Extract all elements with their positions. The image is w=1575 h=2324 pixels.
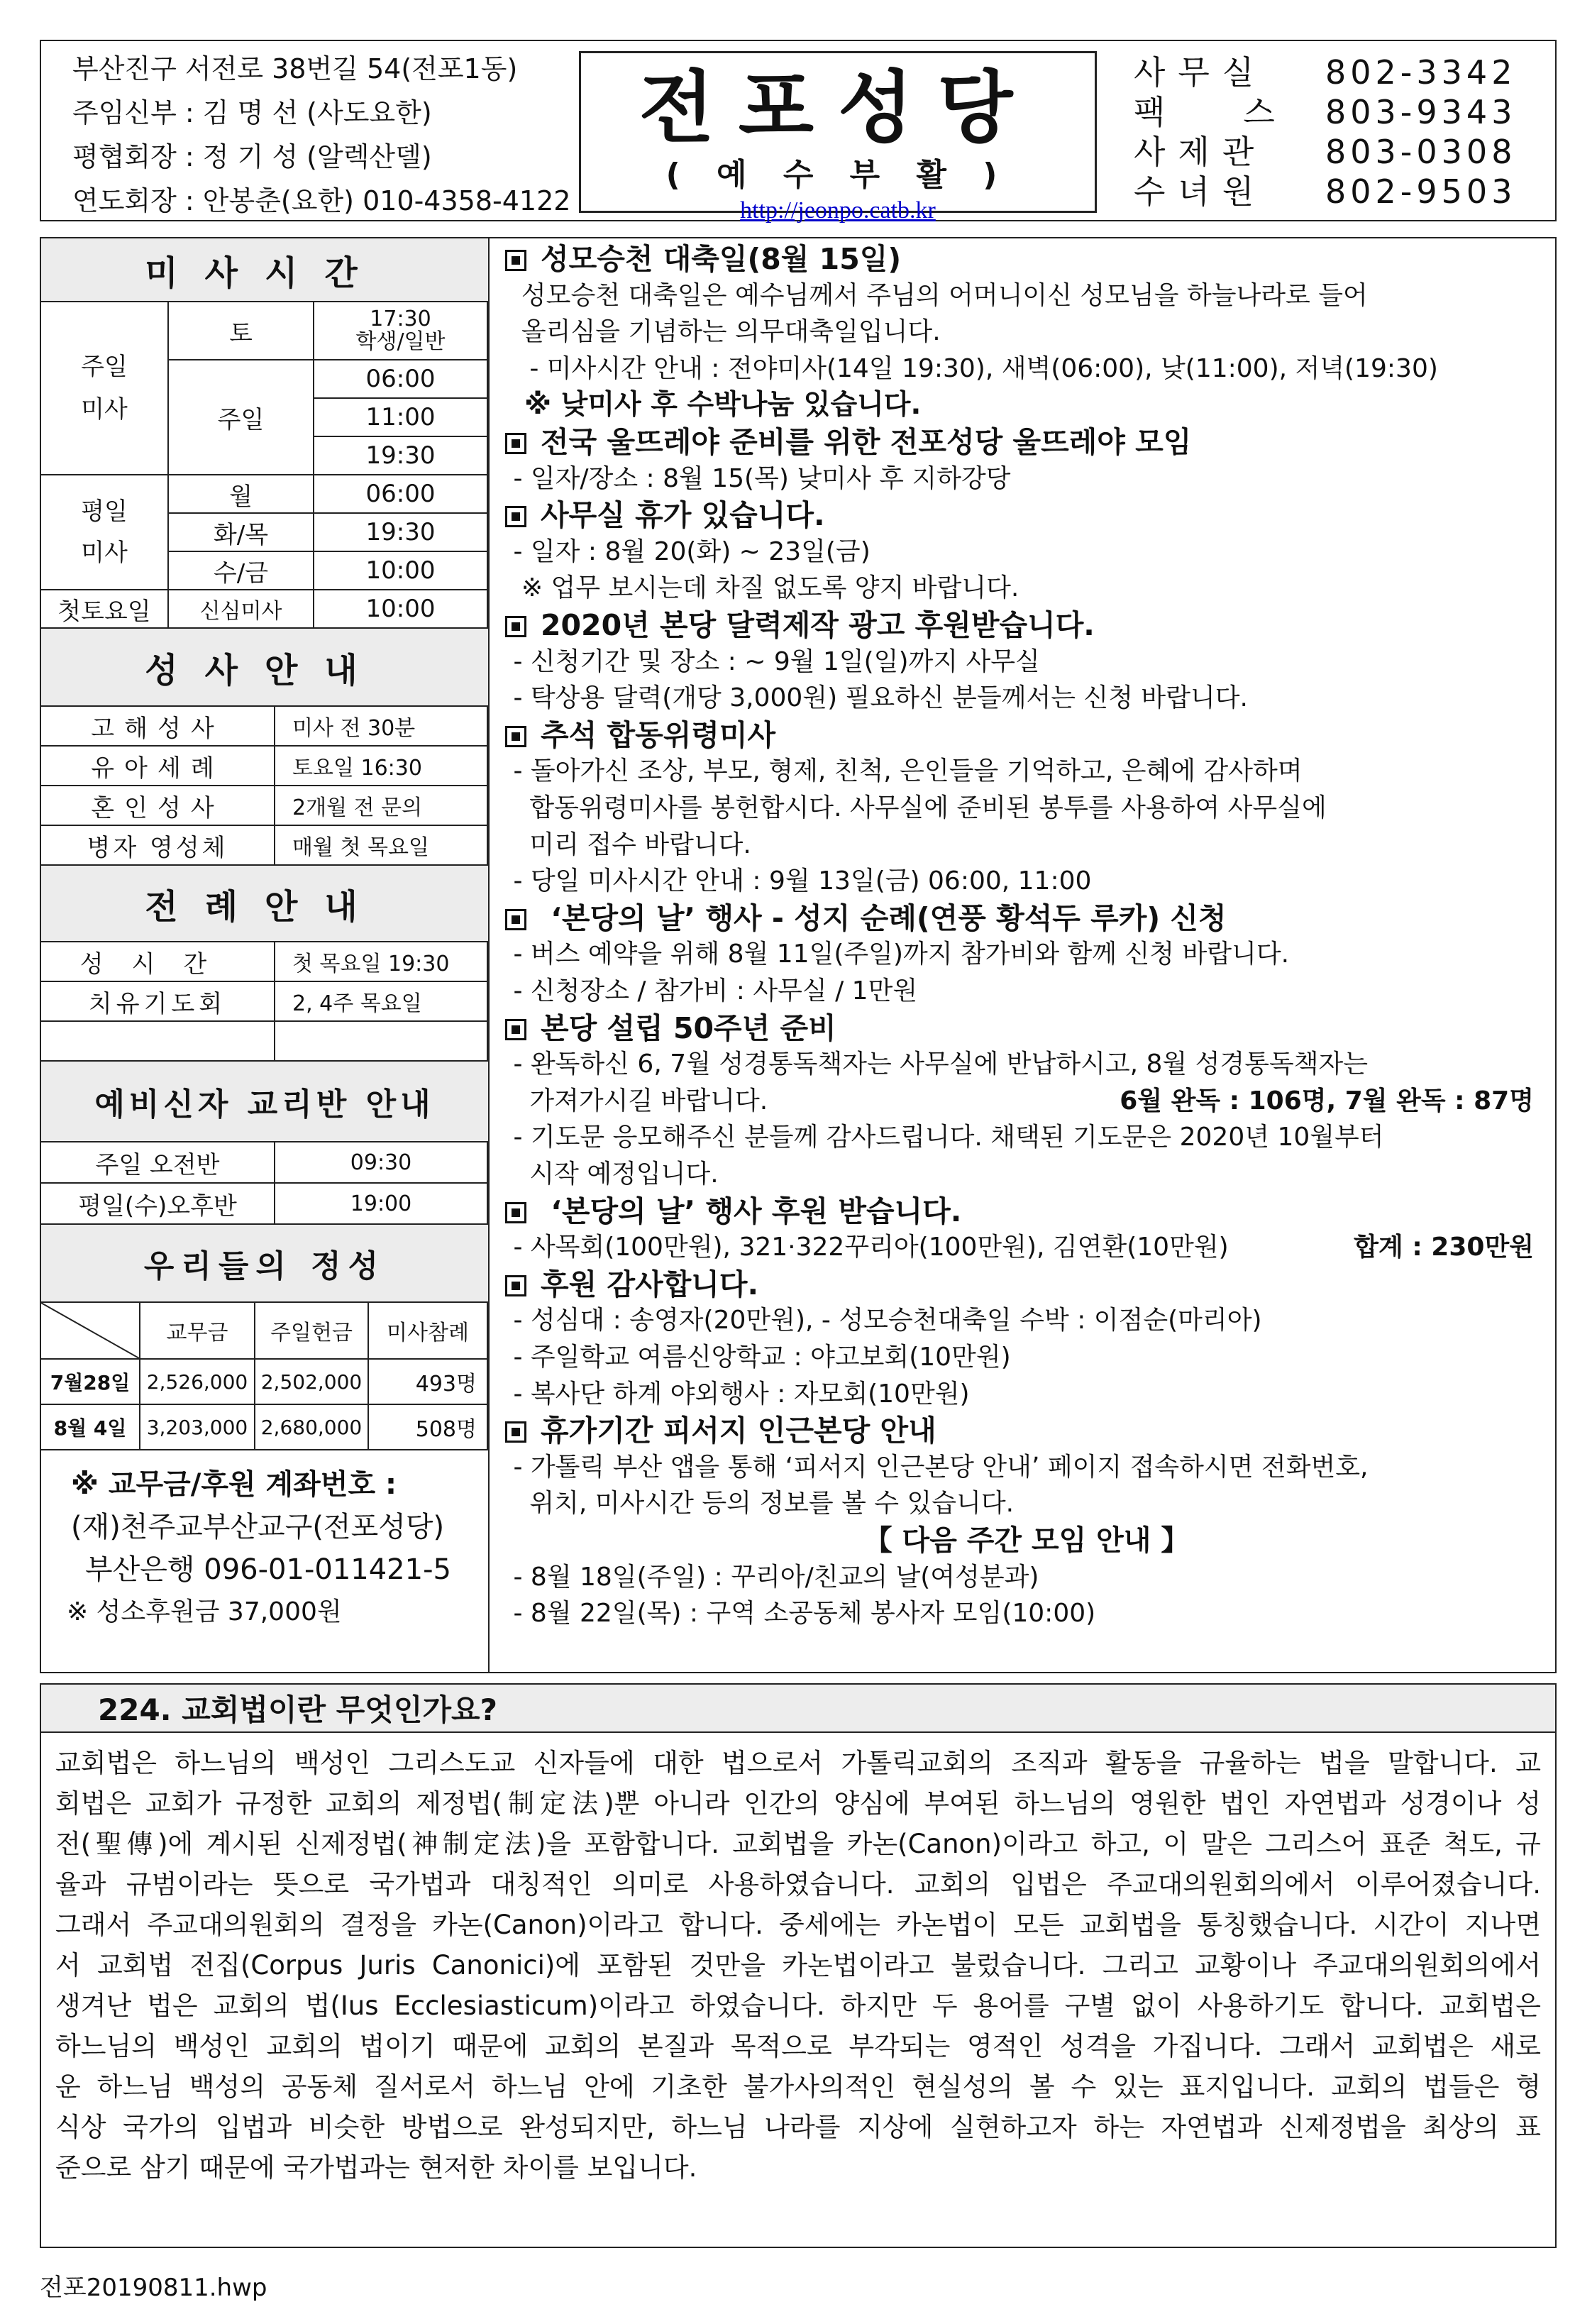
weekday-day: 수/금 <box>169 552 314 590</box>
sunday-label: 주일 <box>169 360 314 475</box>
first-saturday-type: 신심미사 <box>169 590 314 629</box>
notice-heading <box>505 1194 1548 1229</box>
contact-number: 802-9503 <box>1325 172 1517 211</box>
notice-heading-text: ‘본당의 날’ 행사 후원 받습니다. <box>541 1194 962 1228</box>
saturday-label: 토 <box>169 302 314 360</box>
checkbox-square-icon <box>505 1421 526 1443</box>
weekday-mass-label: 평일 미사 <box>41 475 169 590</box>
notice-heading <box>505 1413 1548 1448</box>
notice-line: - 성심대 : 송영자(20만원), - 성모승천대축일 수박 : 이점순(마리아) <box>505 1306 1262 1336</box>
notice-line: ※ 낮미사 후 수박나눔 있습니다. <box>505 389 922 422</box>
catechumen-class: 평일(수)오후반 <box>41 1184 275 1225</box>
liturgy-info: 2, 4주 목요일 <box>275 982 488 1022</box>
notice-highlight: 6월 완독 : 106명, 7월 완독 : 87명 <box>1120 1086 1534 1116</box>
catechumen-time: 09:30 <box>275 1142 488 1184</box>
catechumen-class: 주일 오전반 <box>41 1142 275 1184</box>
notice-line: - 8월 18일(주일) : 꾸리아/친교의 날(여성분과) <box>505 1562 1039 1592</box>
notice-heading <box>505 1267 1548 1302</box>
offerings-heading: 우리들의 정성 <box>41 1225 488 1303</box>
qa-line: 생겨난 법은 교회의 법(Ius Ecclesiasticum)이라고 하였습니다. 하지만 두 용어를 구별 없이 사용하기도 합니다. 교회법은 <box>55 1990 1541 2021</box>
sunday-mass-label: 주일 미사 <box>41 302 169 475</box>
offerings-corner <box>41 1303 140 1360</box>
pastor: 주임신부 : 김 명 선 (사도요한) <box>72 97 432 128</box>
checkbox-square-icon <box>505 1275 526 1296</box>
notice-line: 위치, 미사시간 등의 정보를 볼 수 있습니다. <box>505 1489 1015 1519</box>
catechumen-heading: 예비신자 교리반 안내 <box>41 1062 488 1142</box>
offerings-value: 2,680,000 <box>255 1405 369 1450</box>
notice-heading-text: 본당 설립 50주년 준비 <box>541 1010 836 1045</box>
weekday-day: 화/목 <box>169 514 314 552</box>
qa-line: 준으로 삼기 때문에 국가법과는 현저한 차이를 보입니다. <box>55 2152 697 2183</box>
sacraments-heading: 성사안내 <box>41 629 488 707</box>
notice-line: 합동위령미사를 봉헌합시다. 사무실에 준비된 봉투를 사용하여 사무실에 <box>505 793 1327 822</box>
weekday-time: 19:30 <box>314 514 488 552</box>
checkbox-square-icon <box>505 506 526 527</box>
header <box>40 40 1557 224</box>
notice-heading <box>505 901 1548 936</box>
contact-row <box>1134 53 1516 92</box>
qa-body <box>40 1733 1557 2248</box>
notice-line: 시작 예정입니다. <box>505 1160 719 1189</box>
checkbox-square-icon <box>505 250 526 271</box>
contact-row <box>1134 92 1516 132</box>
offerings-header: 미사참례 <box>369 1303 488 1360</box>
notice-line: - 일자/장소 : 8월 15(목) 낮미사 후 지하강당 <box>505 463 1011 493</box>
liturgy-info: 첫 목요일 19:30 <box>275 942 488 982</box>
contact-number: 802-3342 <box>1325 53 1517 92</box>
qa-line: 교회법은 하느님의 백성인 그리스도교 신자들에 대한 법으로서 가톨릭교회의 조직과 활동을 규율하는 법을 말합니다. 교 <box>55 1748 1541 1778</box>
parish-title: 전포성당 <box>639 62 1037 153</box>
notice-line: 미리 접수 바랍니다. <box>505 830 751 859</box>
qa-line: 회법은 교회가 규정한 교회의 제정법(制定法)뿐 아니라 인간의 양심에 부여된 하느님의 영원한 법인 자연법과 성경이나 성 <box>55 1788 1541 1819</box>
offerings-value: 508명 <box>369 1405 488 1450</box>
notice-line: - 신청장소 / 참가비 : 사무실 / 1만원 <box>505 976 918 1006</box>
sunday-time: 19:30 <box>314 437 488 475</box>
checkbox-square-icon <box>505 433 526 454</box>
liturgy-heading: 전례안내 <box>41 866 488 942</box>
weekday-time: 10:00 <box>314 552 488 590</box>
account-line: ※ 교무금/후원 계좌번호 : <box>71 1468 397 1501</box>
contact-row <box>1134 172 1516 211</box>
offerings-value: 2,526,000 <box>140 1360 255 1405</box>
left-column <box>40 237 490 1673</box>
next-week-heading: 【 다음 주간 모임 안내 】 <box>863 1524 1190 1557</box>
parish-url[interactable]: http://jeonpo.catb.kr <box>740 197 936 224</box>
notice-heading <box>505 607 1548 643</box>
checkbox-square-icon <box>505 726 526 747</box>
sacrament-info: 매월 첫 목요일 <box>275 826 488 866</box>
offerings-header: 교무금 <box>140 1303 255 1360</box>
notice-line: - 돌아가신 조상, 부모, 형제, 친척, 은인들을 기억하고, 은혜에 감사하며 <box>505 756 1303 786</box>
notice-heading <box>505 497 1548 533</box>
notice-line: - 당일 미사시간 안내 : 9월 13일(금) 06:00, 11:00 <box>505 866 1092 896</box>
notice-line: 성모승천 대축일은 예수님께서 주님의 어머니이신 성모님을 하늘나라로 들어 <box>505 280 1368 310</box>
notice-line: - 버스 예약을 위해 8월 11일(주일)까지 참가비와 함께 신청 바랍니다. <box>505 940 1290 969</box>
sacrament-name: 고해성사 <box>41 707 275 747</box>
sacrament-name: 유아세례 <box>41 747 275 786</box>
contact-label: 사무실 <box>1134 53 1267 92</box>
offerings-date: 8월 4일 <box>41 1405 140 1450</box>
contact-label: 사제관 <box>1134 133 1267 171</box>
notice-line: - 신청기간 및 장소 : ~ 9월 1일(일)까지 사무실 <box>505 646 1040 676</box>
notice-line: - 기도문 응모해주신 분들께 감사드립니다. 채택된 기도문은 2020년 10월부터 <box>505 1123 1384 1152</box>
contact-label: 수녀원 <box>1134 172 1267 211</box>
first-saturday-time: 10:00 <box>314 590 488 629</box>
contact-label: 팩스 <box>1134 93 1353 131</box>
parish-info <box>72 47 570 223</box>
council-president: 평협회장 : 정 기 성 (알렉산델) <box>72 141 432 172</box>
qa-line: 율과 규범이라는 뜻으로 국가법과 대칭적인 의미로 사용하였습니다. 교회의 입법은 주교대의원회의에서 이루어졌습니다. <box>55 1869 1541 1900</box>
notice-line: - 가톨릭 부산 앱을 통해 ‘피서지 인근본당 안내’ 페이지 접속하시면 전화번호, <box>505 1452 1369 1482</box>
title-box <box>579 51 1097 224</box>
qa-line: 그래서 주교대의원회의 결정을 카논(Canon)이라고 합니다. 중세에는 카논법이 모든 교회법을 통칭했습니다. 시간이 지나면 <box>55 1910 1541 1940</box>
notice-line-text: 가져가시길 바랍니다. <box>505 1086 768 1116</box>
notice-line: - 탁상용 달력(개당 3,000원) 필요하신 분들께서는 신청 바랍니다. <box>505 683 1248 713</box>
notice-line <box>505 1084 1548 1119</box>
offerings-date: 7월28일 <box>41 1360 140 1405</box>
notice-line: - 미사시간 안내 : 전야미사(14일 19:30), 새벽(06:00), 낮(11:00), 저녁(19:30) <box>505 353 1438 383</box>
liturgy-name: 치유기도회 <box>41 982 275 1022</box>
account-line: (재)천주교부산교구(전포성당) <box>71 1511 445 1543</box>
sacrament-name: 혼인성사 <box>41 786 275 826</box>
qa-line: 식상 국가의 입법과 비슷한 방법으로 완성되지만, 하느님 나라를 지상에 실현하고자 하는 자연법과 신제정법을 최상의 표 <box>55 2112 1541 2142</box>
checkbox-square-icon <box>505 909 526 930</box>
saturday-time: 17:30 학생/일반 <box>314 302 488 360</box>
qa-title: 224. 교회법이란 무엇인가요? <box>98 1692 497 1727</box>
notice-heading-text: 2020년 본당 달력제작 광고 후원받습니다. <box>541 608 1095 642</box>
qa-line: 하느님의 백성인 교회의 법이기 때문에 교회의 본질과 목적으로 부각되는 영적인 성격을 가집니다. 그래서 교회법은 새로 <box>55 2031 1541 2061</box>
contact-row <box>1134 132 1516 172</box>
sunday-time: 06:00 <box>314 360 488 399</box>
checkbox-square-icon <box>505 616 526 637</box>
notice-line-text: - 사목회(100만원), 321·322꾸리아(100만원), 김연환(10만원) <box>505 1233 1229 1262</box>
notice-heading <box>505 1010 1548 1046</box>
contact-number: 803-0308 <box>1325 133 1517 171</box>
notices-column <box>490 237 1557 1673</box>
account-line: 부산은행 096-01-011421-5 <box>85 1553 451 1586</box>
notice-line: - 일자 : 8월 20(화) ~ 23일(금) <box>505 536 871 566</box>
qa-line: 전(聖傳)에 계시된 신제정법(神制定法)을 포함합니다. 교회법을 카논(Canon)이라고 하고, 이 말은 그리스어 표준 척도, 규 <box>55 1829 1541 1859</box>
contact-list <box>1134 53 1516 211</box>
sacrament-name: 병자 영성체 <box>41 826 275 866</box>
checkbox-square-icon <box>505 1019 526 1040</box>
qa-title-bar <box>40 1683 1557 1733</box>
notice-line: - 완독하신 6, 7월 성경통독책자는 사무실에 반납하시고, 8월 성경통독책자는 <box>505 1050 1369 1079</box>
notice-heading-text: 사무실 휴가 있습니다. <box>541 498 825 533</box>
contact-number: 803-9343 <box>1325 93 1517 131</box>
qa-line: 운 하느님 백성의 공동체 질서로서 하느님 안에 기초한 불가사의적인 현실성의 볼 수 있는 표지입니다. 교회의 법들은 형 <box>55 2071 1541 2102</box>
sacrament-info: 토요일 16:30 <box>275 747 488 786</box>
notice-heading-text: ‘본당의 날’ 행사 - 성지 순례(연풍 황석두 루카) 신청 <box>541 901 1227 935</box>
offerings-header: 주일헌금 <box>255 1303 369 1360</box>
sacrament-info: 2개월 전 문의 <box>275 786 488 826</box>
notice-highlight: 합계 : 230만원 <box>1354 1233 1534 1262</box>
notice-heading <box>505 241 1548 277</box>
address: 부산진구 서전로 38번길 54(전포1동) <box>72 53 518 84</box>
notice-heading <box>505 717 1548 753</box>
checkbox-square-icon <box>505 1202 526 1223</box>
notice-line: 올리심을 기념하는 의무대축일입니다. <box>505 317 941 347</box>
notice-line: - 복사단 하계 야외행사 : 자모회(10만원) <box>505 1379 970 1409</box>
notice-heading-text: 전국 울뜨레야 준비를 위한 전포성당 울뜨레야 모임 <box>541 425 1192 459</box>
offerings-value: 493명 <box>369 1360 488 1405</box>
region-president: 연도회장 : 안봉춘(요한) 010-4358-4122 <box>72 185 571 216</box>
liturgy-empty-cell <box>275 1022 488 1062</box>
offerings-value: 3,203,000 <box>140 1405 255 1450</box>
account-info <box>67 1463 451 1634</box>
sunday-time: 11:00 <box>314 399 488 437</box>
notice-line: ※ 업무 보시는데 차질 없도록 양지 바랍니다. <box>505 573 1019 603</box>
notice-heading-text: 추석 합동위령미사 <box>541 717 776 752</box>
weekday-day: 월 <box>169 475 314 514</box>
diagonal-line <box>41 1303 139 1358</box>
sacrament-info: 미사 전 30분 <box>275 707 488 747</box>
notice-line: - 8월 22일(목) : 구역 소공동체 봉사자 모임(10:00) <box>505 1599 1096 1629</box>
vocation-offering: ※ 성소후원금 37,000원 <box>67 1597 342 1626</box>
qa-line: 서 교회법 전집(Corpus Juris Canonici)에 포함된 것만을 카논법이라고 불렀습니다. 그리고 교황이나 주교대의원회의에서 <box>55 1950 1541 1981</box>
notice-line: - 주일학교 여름신앙학교 : 야고보회(10만원) <box>505 1343 1011 1372</box>
liturgy-name: 성시간 <box>41 942 275 982</box>
notice-line <box>505 1230 1548 1265</box>
notice-heading-text: 후원 감사합니다. <box>541 1267 759 1301</box>
first-saturday-label: 첫토요일 <box>41 590 169 629</box>
notice-heading-text: 휴가기간 피서지 인근본당 안내 <box>541 1414 936 1448</box>
weekday-time: 06:00 <box>314 475 488 514</box>
liturgy-empty-cell <box>41 1022 275 1062</box>
notice-heading-text: 성모승천 대축일(8월 15일) <box>541 242 902 276</box>
offerings-value: 2,502,000 <box>255 1360 369 1405</box>
parish-subtitle: ( 예 수 부 활 ) <box>665 157 1010 193</box>
file-name: 전포20190811.hwp <box>40 2274 267 2302</box>
catechumen-time: 19:00 <box>275 1184 488 1225</box>
mass-times-heading: 미사시간 <box>41 238 488 302</box>
notice-heading <box>505 424 1548 460</box>
